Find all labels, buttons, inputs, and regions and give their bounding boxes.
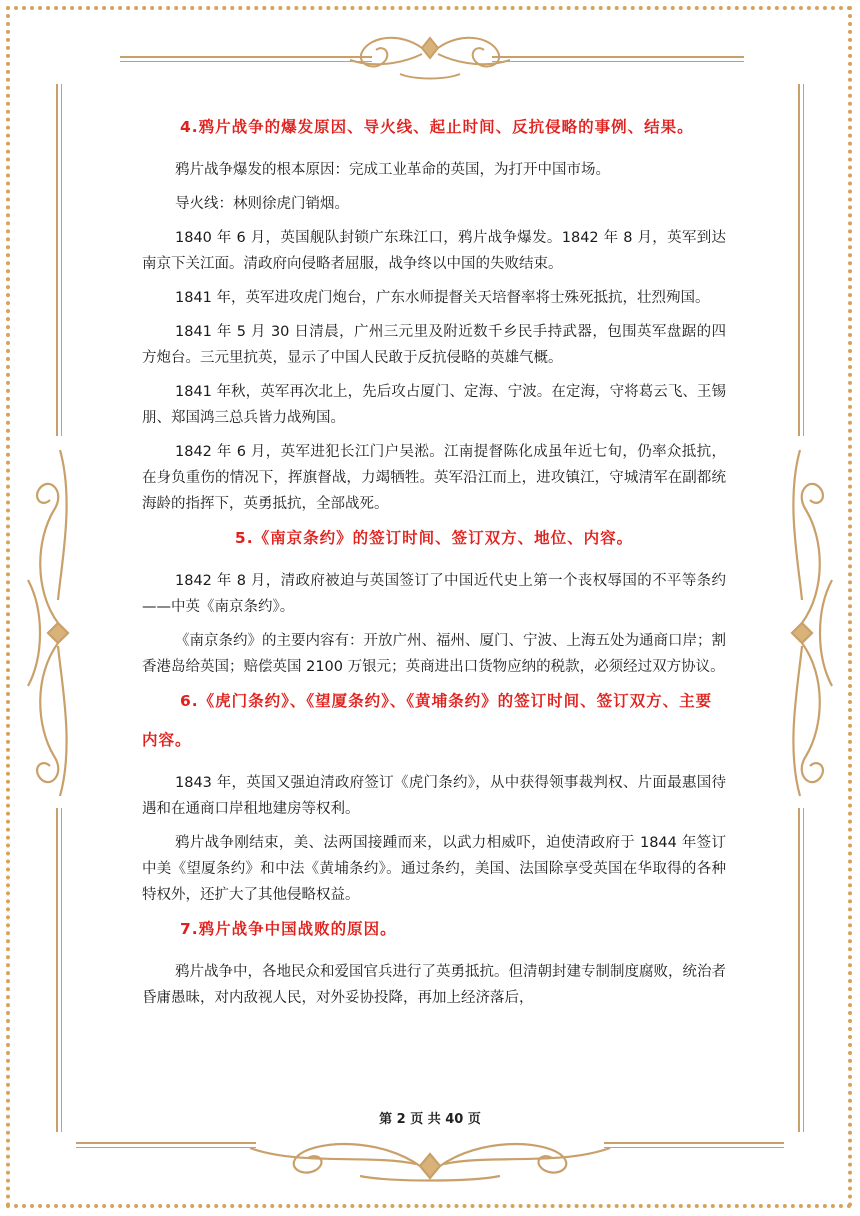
page-footer: 第 2 页 共 40 页: [379, 1112, 481, 1127]
paragraph: 1841 年秋，英军再次北上，先后攻占厦门、定海、宁波。在定海，守将葛云飞、王锡朋、郑国鸿三总兵皆力战殉国。: [142, 384, 726, 426]
frame-left-line-low: [56, 808, 58, 1132]
paragraph: 《南京条约》的主要内容有：开放广州、福州、厦门、宁波、上海五处为通商口岸；割香港岛给英国；赔偿英国 2100 万银元；英商进出口货物应纳的税款，必须经过双方协议。: [142, 633, 726, 675]
paragraph: 导火线：林则徐虎门销烟。: [175, 196, 349, 212]
top-ornament: [340, 30, 520, 86]
paragraph: 鸦片战争中，各地民众和爱国官兵进行了英勇抵抗。但清朝封建专制制度腐败，统治者昏庸愚昧，对内敌视人民，对外妥协投降，再加上经济落后，: [142, 964, 726, 1006]
left-side-ornament: [14, 440, 88, 806]
paragraph: 鸦片战争刚结束，美、法两国接踵而来，以武力相威吓，迫使清政府于 1844 年签订中美《望厦条约》和中法《黄埔条约》。通过条约，美国、法国除享受英国在华取得的各种特权外，还扩大了其他侵略权益。: [142, 835, 726, 903]
paragraph: 1841 年 5 月 30 日清晨，广州三元里及附近数千乡民手持武器，包围英军盘踞的四方炮台。三元里抗英，显示了中国人民敢于反抗侵略的英雄气概。: [142, 324, 726, 366]
frame-top-line-left-2: [120, 61, 372, 62]
frame-bottom-line-right: [604, 1142, 784, 1144]
frame-left-line: [56, 84, 58, 436]
frame-right-line: [798, 84, 800, 436]
paragraph: 1841 年，英军进攻虎门炮台，广东水师提督关天培督率将士殊死抵抗，壮烈殉国。: [175, 290, 710, 306]
frame-bottom-line-left-2: [76, 1147, 256, 1148]
document-body: [142, 108, 726, 1019]
paragraph: 1843 年，英国又强迫清政府签订《虎门条约》，从中获得领事裁判权、片面最惠国待遇和在通商口岸租地建房等权利。: [142, 775, 726, 817]
section-heading-4: 4.鸦片战争的爆发原因、导火线、起止时间、反抗侵略的事例、结果。: [180, 118, 694, 136]
frame-bottom-line-left: [76, 1142, 256, 1144]
section-heading-6: 6.《虎门条约》、《望厦条约》、《黄埔条约》的签订时间、签订双方、主要内容。: [142, 692, 713, 749]
frame-top-line-left: [120, 56, 372, 58]
paragraph: 鸦片战争爆发的根本原因：完成工业革命的英国，为打开中国市场。: [175, 162, 610, 178]
right-side-ornament: [772, 440, 846, 806]
frame-top-line-right: [492, 56, 744, 58]
frame-top-line-right-2: [492, 61, 744, 62]
frame-right-line-low-2: [803, 808, 804, 1132]
frame-right-line-2: [803, 84, 804, 436]
paragraph: 1842 年 6 月，英军进犯长江门户吴淞。江南提督陈化成虽年近七旬，仍率众抵抗，在身负重伤的情况下，挥旗督战，力竭牺牲。英军沿江而上，进攻镇江，守城清军在副都统海龄的指挥下，英勇抵抗，全部战死。: [142, 444, 726, 512]
paragraph: 1842 年 8 月，清政府被迫与英国签订了中国近代史上第一个丧权辱国的不平等条约——中英《南京条约》。: [142, 573, 726, 615]
section-heading-7: 7.鸦片战争中国战败的原因。: [180, 920, 397, 938]
section-heading-5: 5.《南京条约》的签订时间、签订双方、地位、内容。: [234, 529, 634, 547]
frame-left-line-low-2: [61, 808, 62, 1132]
paragraph: 1840 年 6 月，英国舰队封锁广东珠江口，鸦片战争爆发。1842 年 8 月，英军到达南京下关江面。清政府向侵略者屈服，战争终以中国的失败结束。: [142, 230, 726, 272]
frame-right-line-low: [798, 808, 800, 1132]
frame-left-line-2: [61, 84, 62, 436]
frame-bottom-line-right-2: [604, 1147, 784, 1148]
